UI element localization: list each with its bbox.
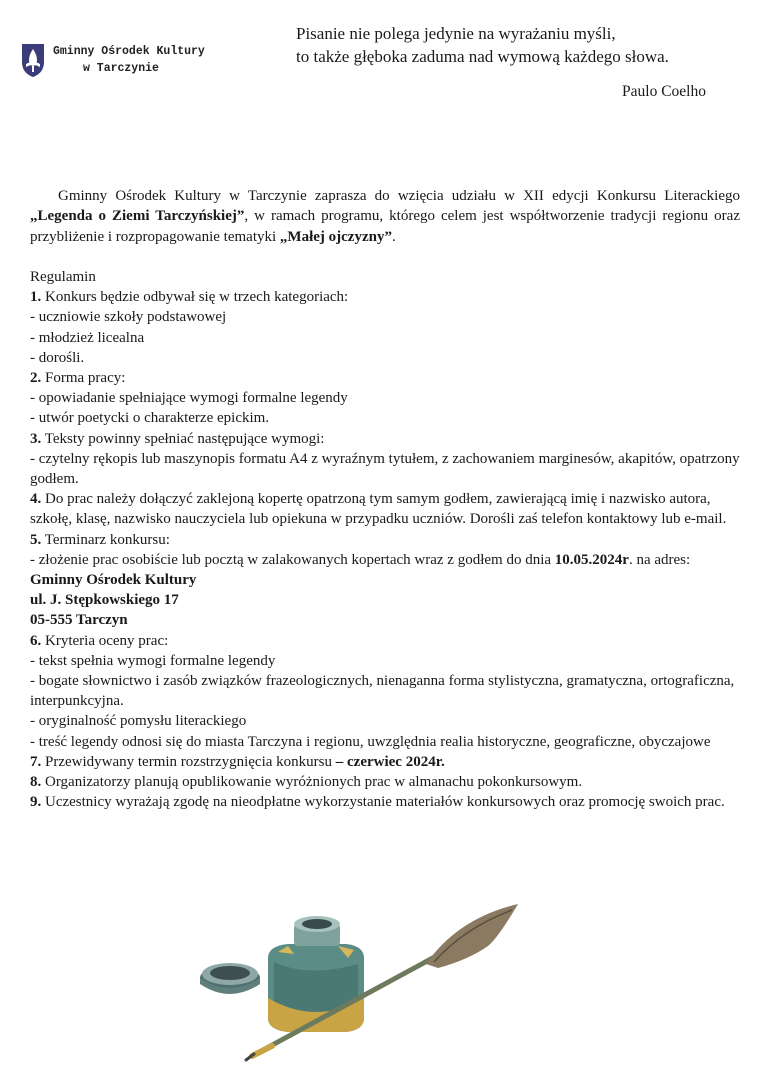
rule-3 xyxy=(30,429,742,449)
crest-icon xyxy=(20,42,46,78)
rule-8 xyxy=(30,772,742,792)
quote-author: Paulo Coelho xyxy=(622,83,706,100)
rule-item: - bogate słownictwo i zasób związków frazeologicznych, nienaganna forma stylistyczna, gramatyczna, ortograficzna, interpunkcyjna. xyxy=(30,673,735,710)
rule-number: 5. xyxy=(30,531,42,548)
intro-text-3: . xyxy=(391,228,396,245)
rule-number: 9. xyxy=(30,794,42,811)
rule-item xyxy=(30,550,742,570)
rule-item: - uczniowie szkoły podstawowej xyxy=(30,309,227,326)
organization-logo xyxy=(20,42,205,78)
address-line: Gminny Ośrodek Kultury xyxy=(30,572,197,589)
rules-heading: Regulamin xyxy=(30,269,96,285)
intro-text-2: , w ramach programu, którego celem jest współtworzenie tradycji regionu oraz przybliżenie i rozpropagowanie tematyki xyxy=(30,208,740,245)
intro-text-1: Gminny Ośrodek Kultury w Tarczynie zaprasza do wzięcia udziału w XII edycji Konkursu Literackiego xyxy=(58,188,740,204)
rule-text: Przewidywany termin rozstrzygnięcia konkursu xyxy=(41,753,336,770)
rule-9 xyxy=(30,792,742,812)
rule-number: 2. xyxy=(30,370,42,387)
rule-text: Uczestnicy wyrażają zgodę na nieodpłatne wykorzystanie materiałów konkursowych oraz promocję swoich prac. xyxy=(41,794,725,811)
epigraph-quote xyxy=(296,22,736,103)
rule-number: 4. xyxy=(30,491,42,508)
rule-text: Konkurs będzie odbywał się w trzech kategoriach: xyxy=(41,289,349,306)
rule-text: Organizatorzy planują opublikowanie wyróżnionych prac w almanachu pokonkursowym. xyxy=(41,774,583,791)
intro-paragraph xyxy=(30,186,740,247)
deadline-text-end: . na adres: xyxy=(628,551,691,568)
contest-title: „Legenda o Ziemi Tarczyńskiej” xyxy=(30,208,245,225)
rule-item: - tekst spełnia wymogi formalne legendy xyxy=(30,652,276,669)
contest-topic: „Małej ojczyzny” xyxy=(279,228,392,245)
rule-item: - opowiadanie spełniające wymogi formalne legendy xyxy=(30,390,348,407)
deadline-text: - złożenie prac osobiście lub pocztą w zalakowanych kopertach wraz z godłem do dnia xyxy=(30,551,555,568)
rule-text: Do prac należy dołączyć zaklejoną kopertę opatrzoną tym samym godłem, zawierającą imię i nazwisko autora, szkołę, klasę, nazwisko nauczyciela lub opiekuna w przypadku uczniów. Dorośli zaś telefon kontaktowy lub e-mail. xyxy=(30,491,727,528)
rule-2 xyxy=(30,368,742,388)
rule-number: 1. xyxy=(30,289,42,306)
rule-number: 3. xyxy=(30,430,42,447)
address-line: ul. J. Stępkowskiego 17 xyxy=(30,592,179,609)
rule-5 xyxy=(30,530,742,550)
rule-text: Terminarz konkursu: xyxy=(41,531,170,548)
rule-text: Kryteria oceny prac: xyxy=(41,632,169,649)
rule-6 xyxy=(30,631,742,651)
inkwell-quill-illustration xyxy=(188,898,548,1068)
rule-item: - młodzież licealna xyxy=(30,329,145,346)
logo-line-1: Gminny Ośrodek Kultury xyxy=(53,45,205,58)
rules-section xyxy=(30,267,742,812)
logo-line-2: w Tarczynie xyxy=(83,62,159,75)
rule-text: Forma pracy: xyxy=(41,370,126,387)
rule-number: 8. xyxy=(30,774,42,791)
rule-1 xyxy=(30,287,742,307)
rule-item: - oryginalność pomysłu literackiego xyxy=(30,713,247,730)
deadline-date: 10.05.2024r xyxy=(554,551,629,568)
quote-line-1: Pisanie nie polega jedynie na wyrażaniu myśli, xyxy=(296,24,616,43)
quote-line-2: to także głęboka zaduma nad wymową każdego słowa. xyxy=(296,47,669,66)
rule-item: - czytelny rękopis lub maszynopis formatu A4 z wyraźnym tytułem, z zachowaniem marginesów, akapitów, opatrzony godłem. xyxy=(30,450,740,488)
address-line: 05-555 Tarczyn xyxy=(30,612,128,629)
rule-7 xyxy=(30,752,742,772)
rule-item: - treść legendy odnosi się do miasta Tarczyna i regionu, uwzględnia realia historyczne, geograficzne, obyczajowe xyxy=(30,733,711,750)
rule-text: Teksty powinny spełniać następujące wymogi: xyxy=(41,430,325,447)
rule-item: - utwór poetycki o charakterze epickim. xyxy=(30,410,270,427)
inkwell-lid-icon xyxy=(200,963,260,994)
rule-number: 6. xyxy=(30,632,42,649)
inkwell-bottle-icon xyxy=(268,916,364,1032)
rule-number: 7. xyxy=(30,753,42,770)
result-date: – czerwiec 2024r. xyxy=(335,753,445,770)
rule-4 xyxy=(30,489,742,529)
rule-item: - dorośli. xyxy=(30,349,85,366)
